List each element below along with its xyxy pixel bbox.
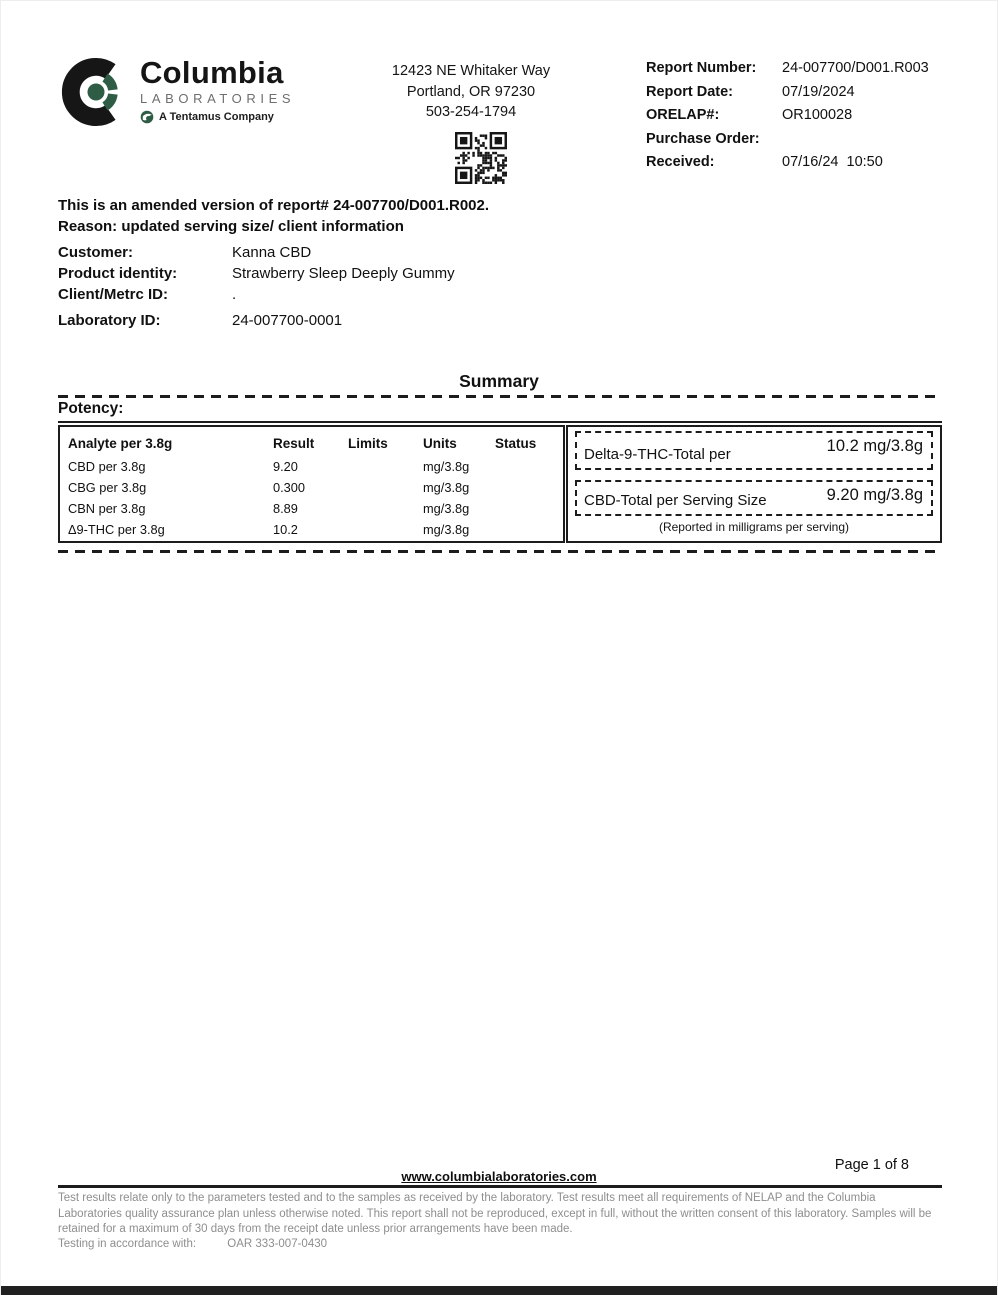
analyte-cell: Δ9-THC per 3.8g (68, 522, 165, 537)
thc-total-value: 10.2 mg/3.8g (826, 437, 923, 455)
status-cell (495, 456, 553, 477)
result-cell: 9.20 (273, 459, 298, 474)
status-cell (495, 477, 553, 498)
brand-text (140, 53, 295, 124)
sample-info-row (58, 284, 455, 305)
totals-box (566, 425, 942, 543)
tentamus-bird-icon (140, 110, 154, 124)
potency-row-cbd (68, 456, 553, 477)
report-number-value: 24-007700/D001.R003 (782, 60, 929, 76)
analyte-cell: CBN per 3.8g (68, 501, 146, 516)
laboratory-id-value: 24-007700-0001 (232, 312, 343, 329)
limits-cell (348, 456, 423, 477)
potency-row-cbg (68, 477, 553, 498)
units-cell: mg/3.8g (423, 522, 470, 537)
report-date-value: 07/19/2024 (782, 83, 855, 100)
sample-info-row (58, 263, 455, 284)
orelap-value: OR100028 (782, 107, 853, 123)
customer-value: Kanna CBD (232, 244, 312, 261)
status-header: Status (495, 436, 537, 451)
potency-row-cbn (68, 498, 553, 519)
qr-code-icon (455, 132, 507, 184)
sample-info-block (58, 242, 455, 331)
cbd-total-label: CBD-Total per Serving Size (584, 492, 767, 509)
lab-address (351, 61, 591, 123)
address-line-2: Portland, OR 97230 (406, 83, 536, 100)
brand-subtitle: LABORATORIES (140, 91, 296, 106)
analyte-cell: CBG per 3.8g (68, 480, 147, 495)
report-info-row (646, 60, 929, 76)
report-info-row (646, 107, 929, 123)
sample-info-row (58, 310, 455, 331)
customer-label: Customer: (58, 244, 134, 261)
client-metrc-id-value: . (232, 286, 237, 303)
potency-table (68, 432, 553, 540)
result-cell: 8.89 (273, 501, 298, 516)
summary-bottom-dashed-divider (58, 550, 942, 553)
summary-top-dashed-divider (58, 395, 942, 398)
website-link[interactable]: www.columbialaboratories.com (401, 1169, 597, 1184)
amendment-line-2: Reason: updated serving size/ client information (58, 218, 404, 235)
page-indicator: Page 1 of 8 (834, 1157, 909, 1173)
received-label: Received: (646, 154, 715, 170)
cbd-total-row (575, 480, 933, 516)
report-info-row (646, 84, 929, 100)
thc-total-label: Delta-9-THC-Total per (584, 446, 731, 463)
amendment-line-1: This is an amended version of report# 24-007700/D001.R002. (58, 197, 490, 214)
units-header: Units (423, 436, 457, 451)
report-info-row (646, 154, 929, 170)
potency-table-box (58, 425, 565, 543)
report-info-row (646, 131, 929, 147)
accordance-value: OAR 333-007-0430 (227, 1238, 328, 1250)
brand-tagline (140, 110, 295, 124)
units-cell: mg/3.8g (423, 480, 470, 495)
orelap-label: ORELAP#: (646, 107, 720, 123)
result-cell: 10.2 (273, 522, 298, 537)
thc-total-row (575, 431, 933, 470)
product-identity-value: Strawberry Sleep Deeply Gummy (232, 265, 455, 282)
analyte-header: Analyte per 3.8g (68, 436, 173, 451)
sample-info-row (58, 242, 455, 263)
potency-header-row (68, 432, 553, 456)
accordance-line (58, 1238, 327, 1250)
brand-tagline-label: A Tentamus Company (159, 111, 274, 123)
limits-cell (348, 477, 423, 498)
status-cell (495, 498, 553, 519)
potency-section-label: Potency: (58, 400, 124, 417)
brand-name: Columbia (140, 55, 284, 90)
result-header: Result (273, 436, 315, 451)
footer-disclaimer: Test results relate only to the parameters tested and to the samples as received by the laboratory. Test results meet all requirements of NELAP and the Columbia Laboratories quality assurance plan unless otherwise noted. This report shall not be reproduced, except in full, without the written consent of this laboratory. Samples will be retained for a maximum of 30 days from the receipt date unless prior arrangements have been made. (58, 1192, 932, 1235)
website-link-wrap (1, 1169, 997, 1184)
report-number-label: Report Number: (646, 60, 757, 76)
client-metrc-id-label: Client/Metrc ID: (58, 286, 169, 303)
accordance-label: Testing in accordance with: (58, 1238, 197, 1250)
status-cell (495, 519, 553, 540)
summary-title: Summary (459, 371, 539, 391)
footer-divider (58, 1185, 942, 1188)
received-value: 07/16/24 10:50 (782, 154, 883, 170)
potency-underline (58, 421, 942, 423)
units-cell: mg/3.8g (423, 459, 470, 474)
address-line-3: 503-254-1794 (425, 104, 517, 120)
page-bottom-edge (1, 1286, 997, 1295)
result-cell: 0.300 (273, 480, 306, 495)
limits-header: Limits (348, 436, 388, 451)
laboratory-id-label: Laboratory ID: (58, 312, 161, 329)
purchase-order-label: Purchase Order: (646, 130, 760, 147)
product-identity-label: Product identity: (58, 265, 178, 282)
address-line-1: 12423 NE Whitaker Way (391, 63, 551, 79)
report-date-label: Report Date: (646, 83, 734, 100)
totals-note: (Reported in milligrams per serving) (658, 520, 850, 534)
columbia-c-logo-icon (59, 53, 133, 131)
potency-row-d9thc (68, 519, 553, 540)
analyte-cell: CBD per 3.8g (68, 459, 146, 474)
limits-cell (348, 498, 423, 519)
limits-cell (348, 519, 423, 540)
lab-logo (59, 53, 295, 131)
units-cell: mg/3.8g (423, 501, 470, 516)
report-info-block (646, 60, 929, 178)
cbd-total-value: 9.20 mg/3.8g (826, 486, 923, 504)
amendment-notice (58, 195, 489, 237)
